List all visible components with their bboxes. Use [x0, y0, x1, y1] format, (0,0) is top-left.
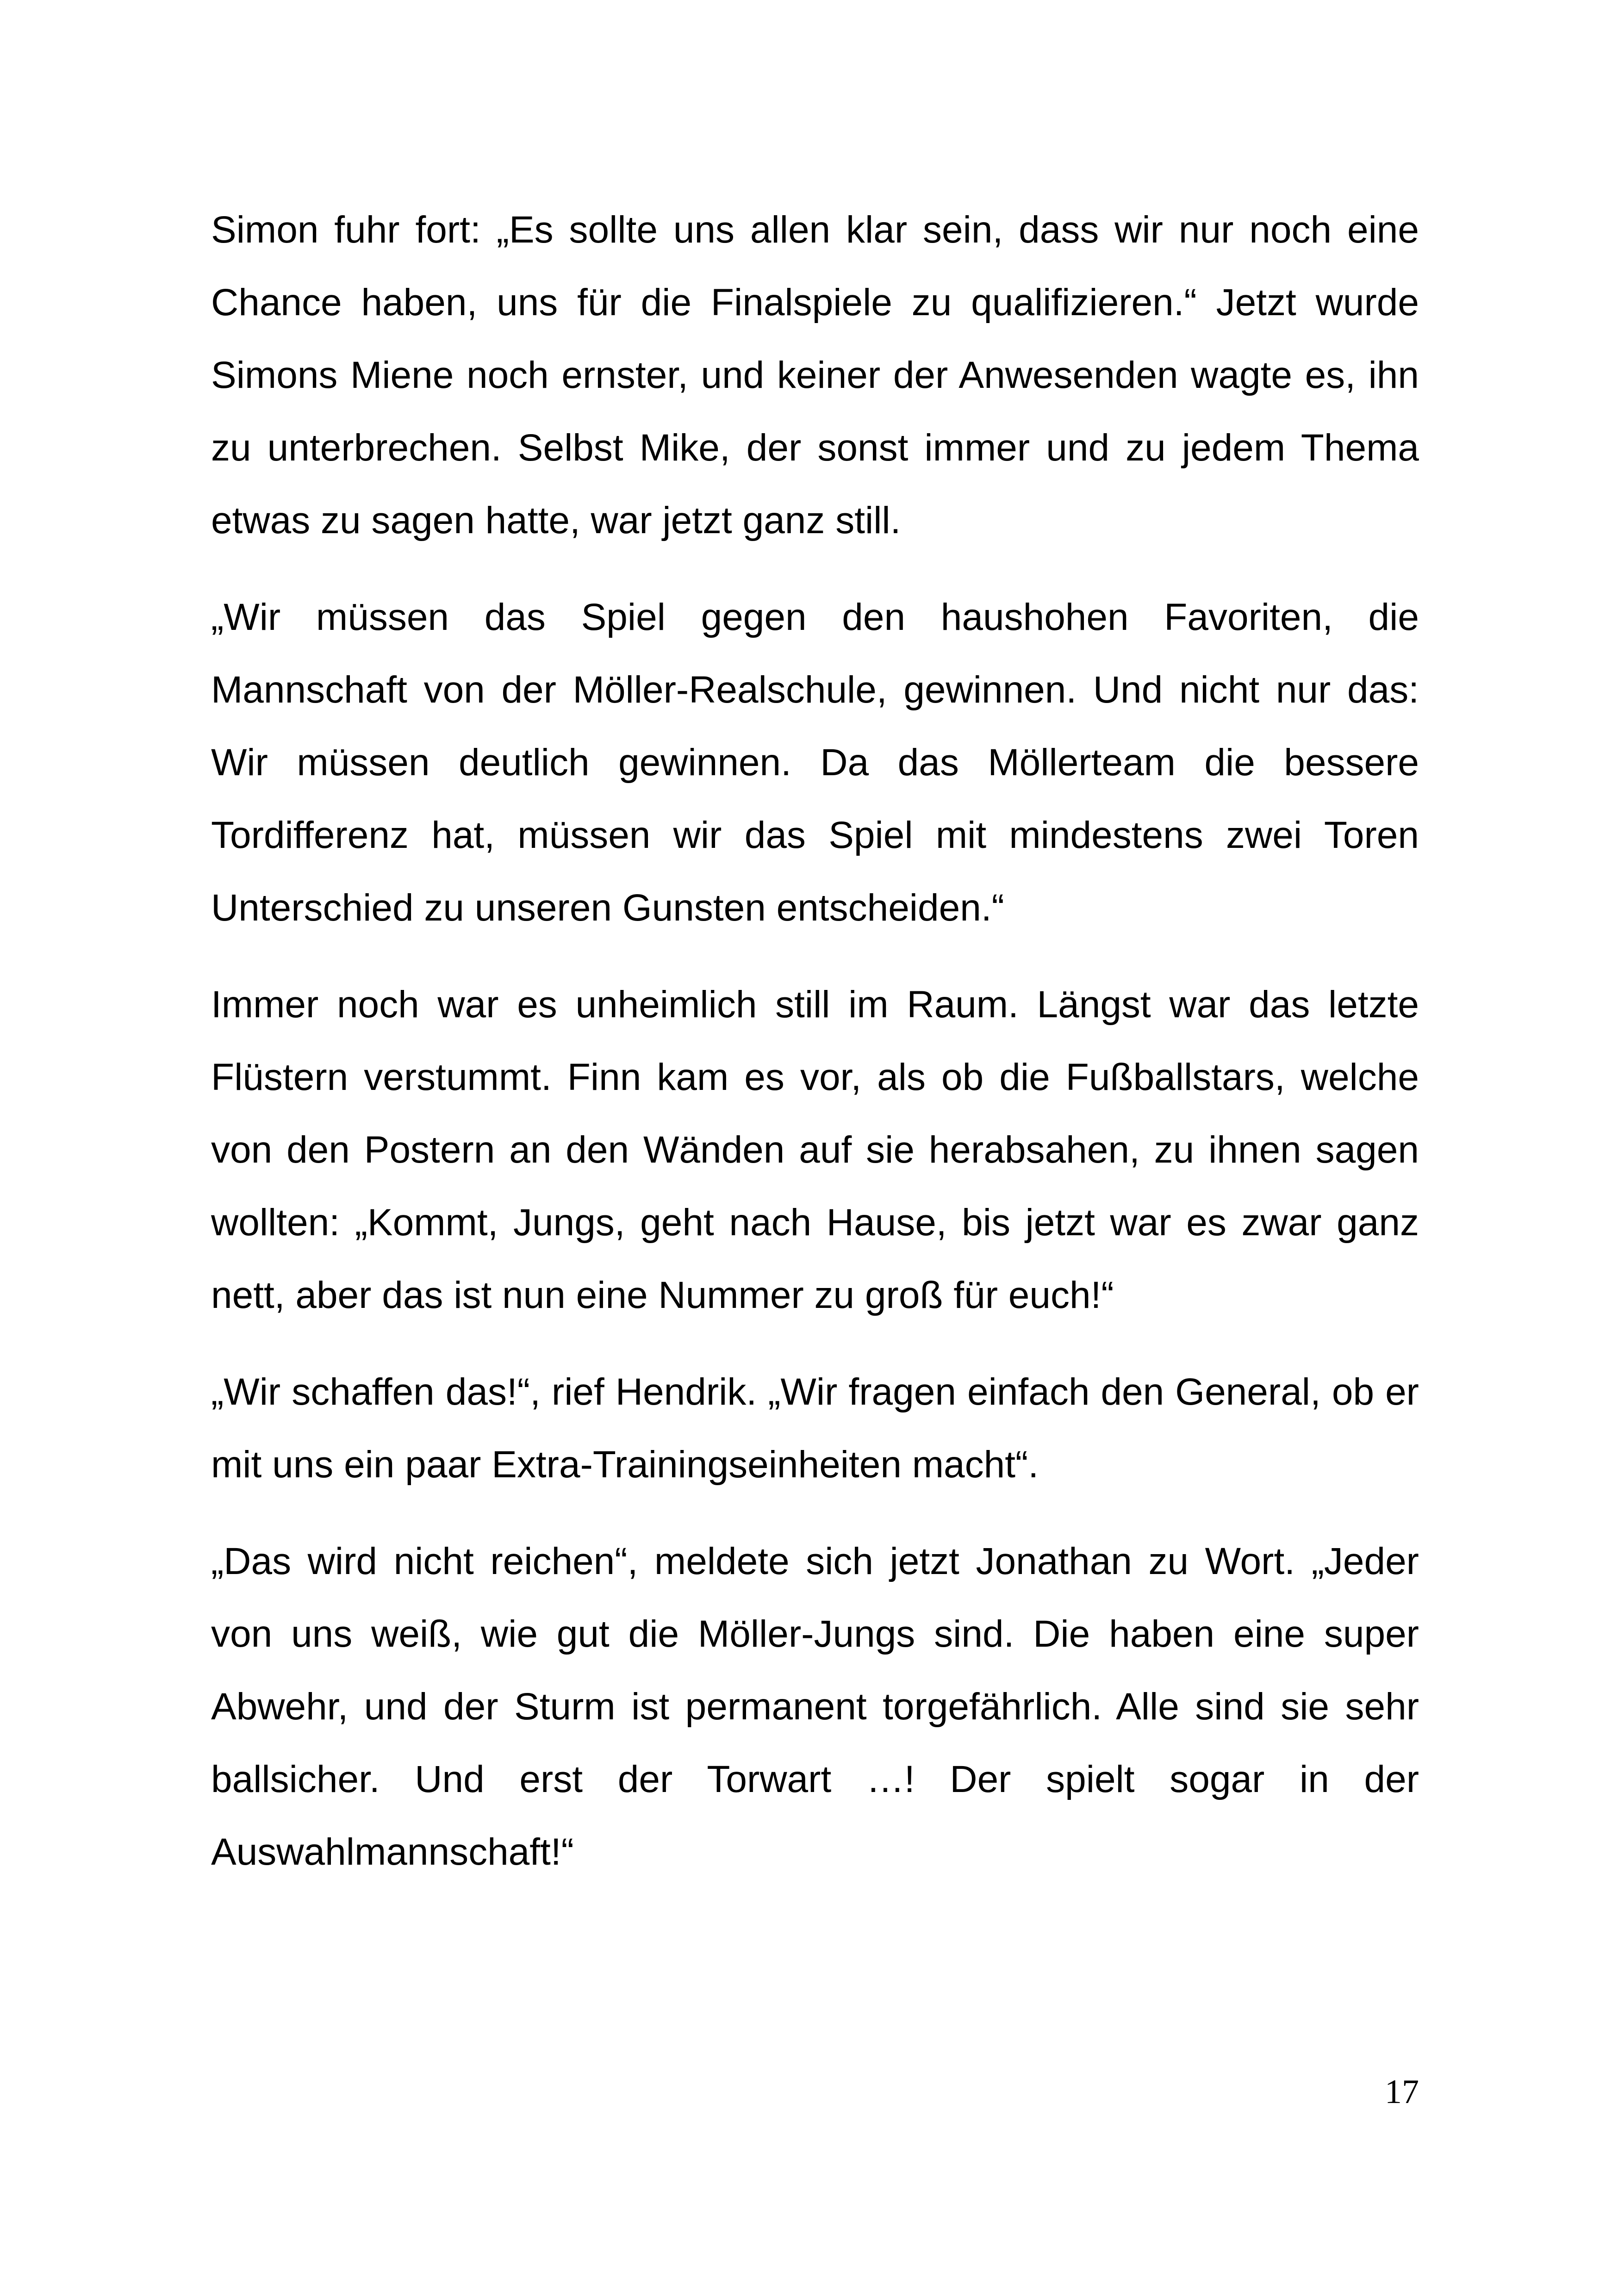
page-number: 17: [1385, 2073, 1419, 2111]
paragraph-5: „Das wird nicht reichen“, meldete sich jetzt Jonathan zu Wort. „Jeder von uns weiß, wie gut die Möller-Jungs sind. Die haben eine super Abwehr, und der Sturm ist permanent torgefährlich. Alle sind sie sehr ballsicher. Und erst der Torwart …! Der spielt sogar in der Auswahlmannschaft!“: [211, 1540, 1419, 1873]
body-text: [211, 193, 1419, 1912]
paragraph-3: Immer noch war es unheimlich still im Raum. Längst war das letzte Flüstern verstummt. Finn kam es vor, als ob die Fußballstars, welche von den Postern an den Wänden auf sie herabsahen, zu ihnen sagen wollten: „Kommt, Jungs, geht nach Hause, bis jetzt war es zwar ganz nett, aber das ist nun eine Nummer zu groß für euch!“: [211, 983, 1419, 1316]
paragraph-4: „Wir schaffen das!“, rief Hendrik. „Wir fragen einfach den General, ob er mit uns ein paar Extra-Trainingseinheiten macht“.: [211, 1371, 1419, 1486]
paragraph-2: „Wir müssen das Spiel gegen den haushohen Favoriten, die Mannschaft von der Möller-Realschule, gewinnen. Und nicht nur das: Wir müssen deutlich gewinnen. Da das Möllerteam die bessere Tordifferenz hat, müssen wir das Spiel mit mindestens zwei Toren Unterschied zu unseren Gunsten entscheiden.“: [211, 596, 1419, 929]
paragraph-1: Simon fuhr fort: „Es sollte uns allen klar sein, dass wir nur noch eine Chance haben, uns für die Finalspiele zu qualifizieren.“ Jetzt wurde Simons Miene noch ernster, und keiner der Anwesenden wagte es, ihn zu unterbrechen. Selbst Mike, der sonst immer und zu jedem Thema etwas zu sagen hatte, war jetzt ganz still.: [211, 209, 1419, 541]
